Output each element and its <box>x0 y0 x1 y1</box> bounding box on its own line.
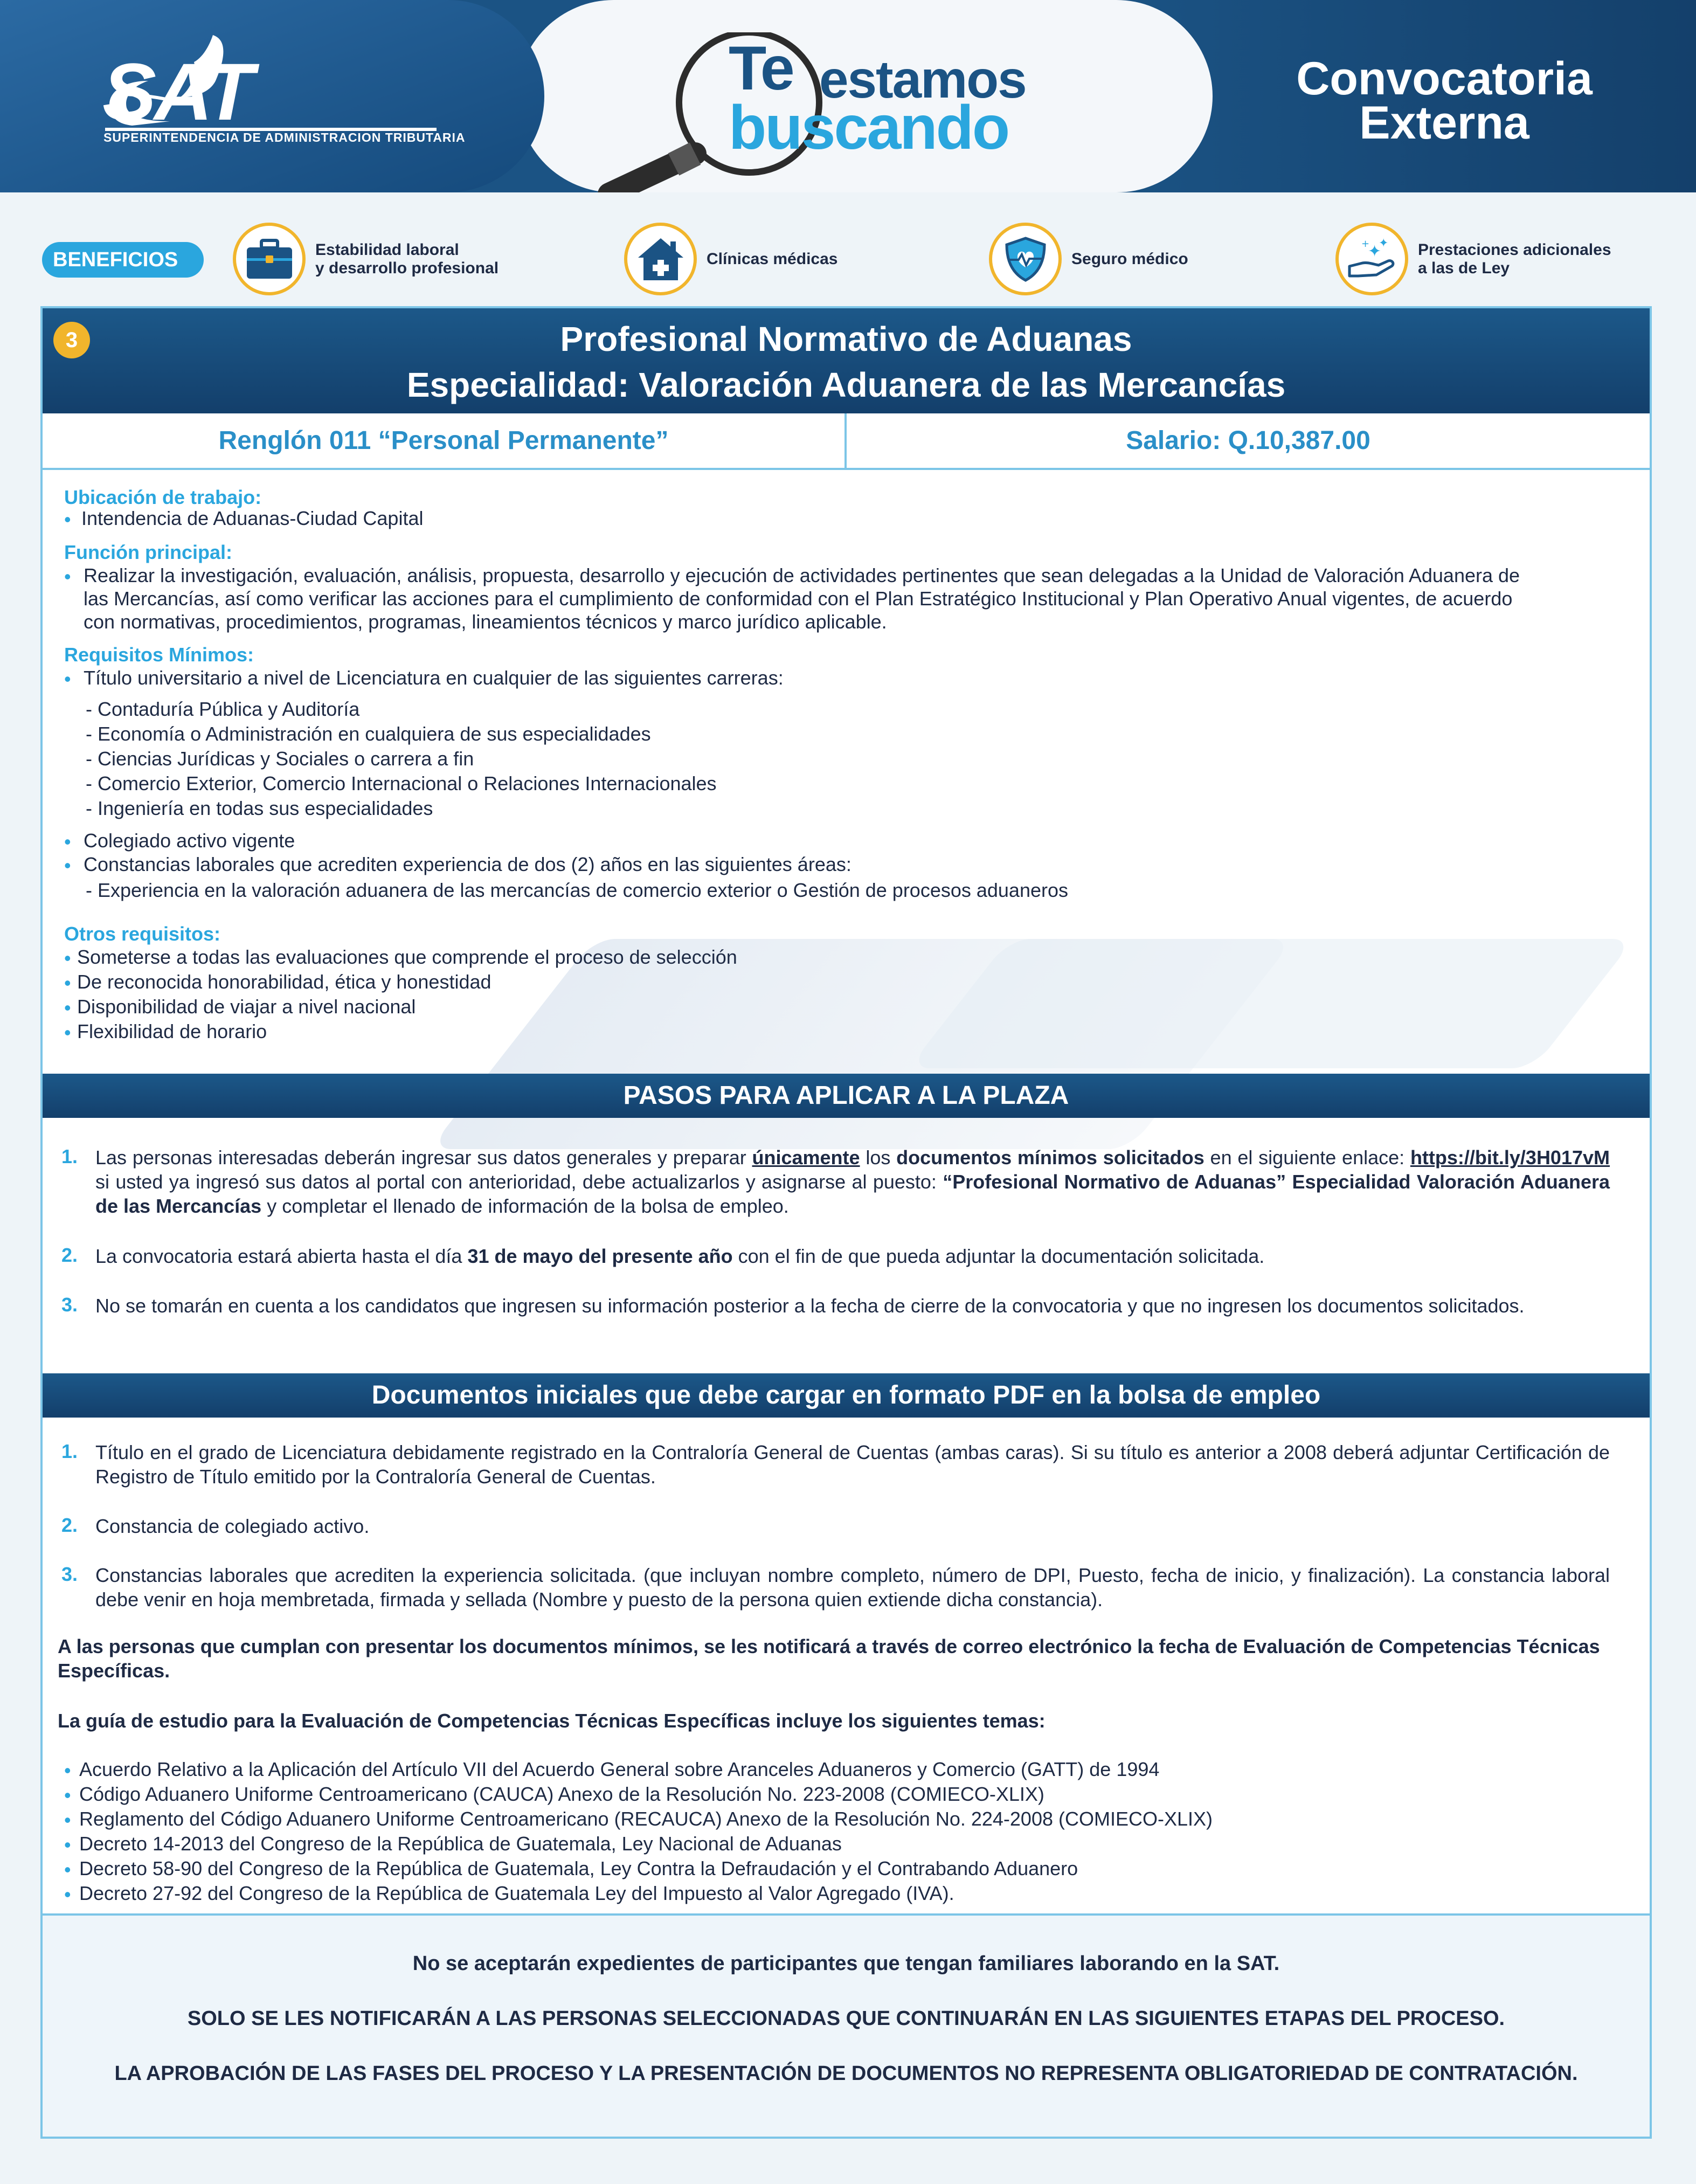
section-heading: Requisitos Mínimos: <box>64 644 254 666</box>
section-heading: Función principal: <box>64 541 232 563</box>
job-title: Profesional Normativo de Aduanas <box>560 320 1132 358</box>
document-number: 2. <box>61 1514 78 1536</box>
salary-label: Salario: Q.10,387.00 <box>1126 426 1370 455</box>
document-text: Constancias laborales que acrediten la experiencia solicitada. (que incluyan nombre completo, número de DPI, Puesto, fecha de inicio, y finalización). La constancia laboral debe venir en hoja membretada, firmada y sellada (Nombre y puesto de la persona quien extiende dicha constancia). <box>95 1564 1610 1611</box>
career-item: - Ciencias Jurídicas y Sociales o carrera a fin <box>86 748 474 770</box>
step-text: La convocatoria estará abierta hasta el día 31 de mayo del presente año con el fin de que pueda adjuntar la documentación solicitada. <box>95 1245 1265 1267</box>
job-number-badge: 3 <box>53 322 90 358</box>
section-heading: Ubicación de trabajo: <box>64 486 262 508</box>
bullet: • <box>64 1834 71 1856</box>
bullet: • <box>64 1759 71 1781</box>
bullet: • <box>64 831 71 853</box>
function-line: con normativas, procedimientos, programas, lineamientos técnicos y marco jurídico aplicable. <box>84 611 887 633</box>
benefit-item-clinics <box>624 223 837 295</box>
briefcase-icon <box>233 223 306 295</box>
list-item: Someterse a todas las evaluaciones que comprende el proceso de selección <box>77 946 737 968</box>
convocatoria-title-line1: Convocatoria <box>1296 53 1593 105</box>
step-number: 3. <box>61 1294 78 1316</box>
benefits-badge: BENEFICIOS <box>42 242 204 278</box>
clinic-icon <box>624 223 697 295</box>
sat-logo-subtitle: SUPERINTENDENCIA DE ADMINISTRACION TRIBUTARIA <box>103 130 466 144</box>
list-item: Intendencia de Aduanas-Ciudad Capital <box>81 507 424 529</box>
bullet: • <box>64 947 71 969</box>
bullet: • <box>64 972 71 994</box>
list-item: Título universitario a nivel de Licenciatura en cualquier de las siguientes carreras: <box>84 667 784 689</box>
document-text: Título en el grado de Licenciatura debidamente registrado en la Contraloría General de Cuentas (ambas caras). Si su título es anterior a 2008 deberá adjuntar Certificación de Registro de Título emitido por la Contraloría General de Cuentas. <box>95 1441 1610 1488</box>
footer-notice: No se aceptarán expedientes de participantes que tengan familiares laborando en la SAT. <box>412 1952 1280 1975</box>
topic-item: Código Aduanero Uniforme Centroamericano (CAUCA) Anexo de la Resolución No. 223-2008 (COMIECO-XLIX) <box>79 1783 1044 1805</box>
benefit-item-insurance <box>989 223 1188 295</box>
benefit-label: Clínicas médicas <box>707 250 838 268</box>
decorative-shape <box>908 939 1635 1068</box>
bullet: • <box>64 997 71 1019</box>
document-number: 3. <box>61 1563 78 1585</box>
section-heading: Otros requisitos: <box>64 923 221 945</box>
slogan-buscando: buscando <box>729 93 1009 162</box>
career-item: - Ingeniería en todas sus especialidades <box>86 797 433 819</box>
benefit-item-prestaciones <box>1335 223 1611 295</box>
document-number: 1. <box>61 1440 78 1462</box>
study-guide-intro: La guía de estudio para la Evaluación de Competencias Técnicas Específicas incluye los siguientes temas: <box>58 1710 1046 1732</box>
footer-notices <box>43 1913 1650 2137</box>
convocatoria-title-line2: Externa <box>1359 97 1529 149</box>
job-meta-row <box>43 413 1650 470</box>
career-item: - Economía o Administración en cualquiera de sus especialidades <box>86 723 651 745</box>
job-specialty: Especialidad: Valoración Aduanera de las Mercancías <box>406 365 1286 404</box>
application-link[interactable]: https://bit.ly/3H017vM <box>1410 1146 1610 1169</box>
sat-logo-word: SAT <box>102 46 252 137</box>
footer-notice: SOLO SE LES NOTIFICARÁN A LAS PERSONAS SELECCIONADAS QUE CONTINUARÁN EN LAS SIGUIENTES ETAPAS DEL PROCESO. <box>187 2007 1505 2030</box>
list-item: De reconocida honorabilidad, ética y honestidad <box>77 971 492 993</box>
bullet: • <box>64 1883 71 1905</box>
slogan-estamos: estamos <box>819 50 1026 109</box>
benefit-label: Seguro médico <box>1071 250 1188 268</box>
benefit-label: Estabilidad laboral y desarrollo profesional <box>315 240 499 277</box>
bullet: • <box>64 1858 71 1881</box>
experience-item: - Experiencia en la valoración aduanera de las mercancías de comercio exterior o Gestión de procesos aduaneros <box>86 879 1069 901</box>
convocatoria-title <box>1240 53 1649 149</box>
step-number: 1. <box>61 1145 78 1167</box>
list-item: Colegiado activo vigente <box>84 830 295 852</box>
list-item: Flexibilidad de horario <box>77 1020 267 1042</box>
bullet: • <box>64 1809 71 1831</box>
svg-text:+: + <box>1361 238 1369 250</box>
bullet: • <box>64 854 71 876</box>
slogan-te: Te <box>729 34 793 103</box>
list-item: Constancias laborales que acrediten experiencia de dos (2) años en las siguientes áreas: <box>84 853 852 875</box>
bullet: • <box>64 668 71 690</box>
bullet: • <box>64 565 71 588</box>
documents-heading-band: Documentos iniciales que debe cargar en formato PDF en la bolsa de empleo <box>43 1373 1650 1418</box>
step-text: No se tomarán en cuenta a los candidatos que ingresen su información posterior a la fecha de cierre de la convocatoria y que no ingresen los documentos solicitados. <box>95 1295 1525 1317</box>
topic-item: Decreto 14-2013 del Congreso de la República de Guatemala, Ley Nacional de Aduanas <box>79 1833 842 1855</box>
document-text: Constancia de colegiado activo. <box>95 1515 370 1537</box>
list-item: Disponibilidad de viajar a nivel nacional <box>77 996 416 1018</box>
career-item: - Comercio Exterior, Comercio Internacional o Relaciones Internacionales <box>86 772 717 794</box>
notification-notice: A las personas que cumplan con presentar los documentos mínimos, se les notificará a través de correo electrónico la fecha de Evaluación de Competencias Técnicas Específicas. <box>58 1635 1600 1682</box>
footer-notice: LA APROBACIÓN DE LAS FASES DEL PROCESO Y LA PRESENTACIÓN DE DOCUMENTOS NO REPRESENTA OBLIGATORIEDAD DE CONTRATACIÓN. <box>114 2062 1578 2085</box>
topic-item: Acuerdo Relativo a la Aplicación del Artículo VII del Acuerdo General sobre Aranceles Aduaneros y Comercio (GATT) de 1994 <box>79 1758 1160 1780</box>
benefit-label: Prestaciones adicionales a las de Ley <box>1418 240 1611 277</box>
health-shield-icon <box>989 223 1062 295</box>
svg-text:✦: ✦ <box>1367 241 1381 261</box>
bullet: • <box>64 1021 71 1043</box>
steps-heading-band: PASOS PARA APLICAR A LA PLAZA <box>43 1074 1650 1118</box>
renglon-label: Renglón 011 “Personal Permanente” <box>43 413 847 468</box>
job-card <box>40 306 1652 2139</box>
step-text: Las personas interesadas deberán ingresar sus datos generales y preparar únicamente los documentos mínimos solicitados en el siguiente enlace: https://bit.ly/3H017vM si usted ya ingresó sus datos al portal con anterioridad, debe actualizarlos y asignarse al puesto: “Profesional Normativo de Aduanas” Especialidad Valoración Aduanera de las Mercancías y completar el llenado de información de la bolsa de empleo. <box>95 1146 1610 1217</box>
function-line: las Mercancías, así como verificar las acciones para el cumplimiento de conformidad con el Plan Estratégico Institucional y Plan Operativo Anual vigentes, de acuerdo <box>84 588 1513 610</box>
job-title-bar <box>43 308 1650 413</box>
bullet: • <box>64 508 71 530</box>
svg-text:✦: ✦ <box>1378 236 1388 250</box>
topic-item: Decreto 58-90 del Congreso de la República de Guatemala, Ley Contra la Defraudación y el Contrabando Aduanero <box>79 1857 1078 1879</box>
topic-item: Reglamento del Código Aduanero Uniforme Centroamericano (RECAUCA) Anexo de la Resolución No. 224-2008 (COMIECO-XLIX) <box>79 1808 1213 1830</box>
benefit-item-stability <box>233 223 499 295</box>
step-number: 2. <box>61 1244 78 1266</box>
career-item: - Contaduría Pública y Auditoría <box>86 698 360 720</box>
header-banner <box>0 0 1696 192</box>
topic-item: Decreto 27-92 del Congreso de la República de Guatemala Ley del Impuesto al Valor Agregado (IVA). <box>79 1882 954 1904</box>
bullet: • <box>64 1784 71 1806</box>
function-line: Realizar la investigación, evaluación, análisis, propuesta, desarrollo y ejecución de actividades pertinentes que sean delegadas a la Unidad de Valoración Aduanera de <box>84 564 1520 586</box>
helping-hand-icon <box>1335 223 1408 295</box>
